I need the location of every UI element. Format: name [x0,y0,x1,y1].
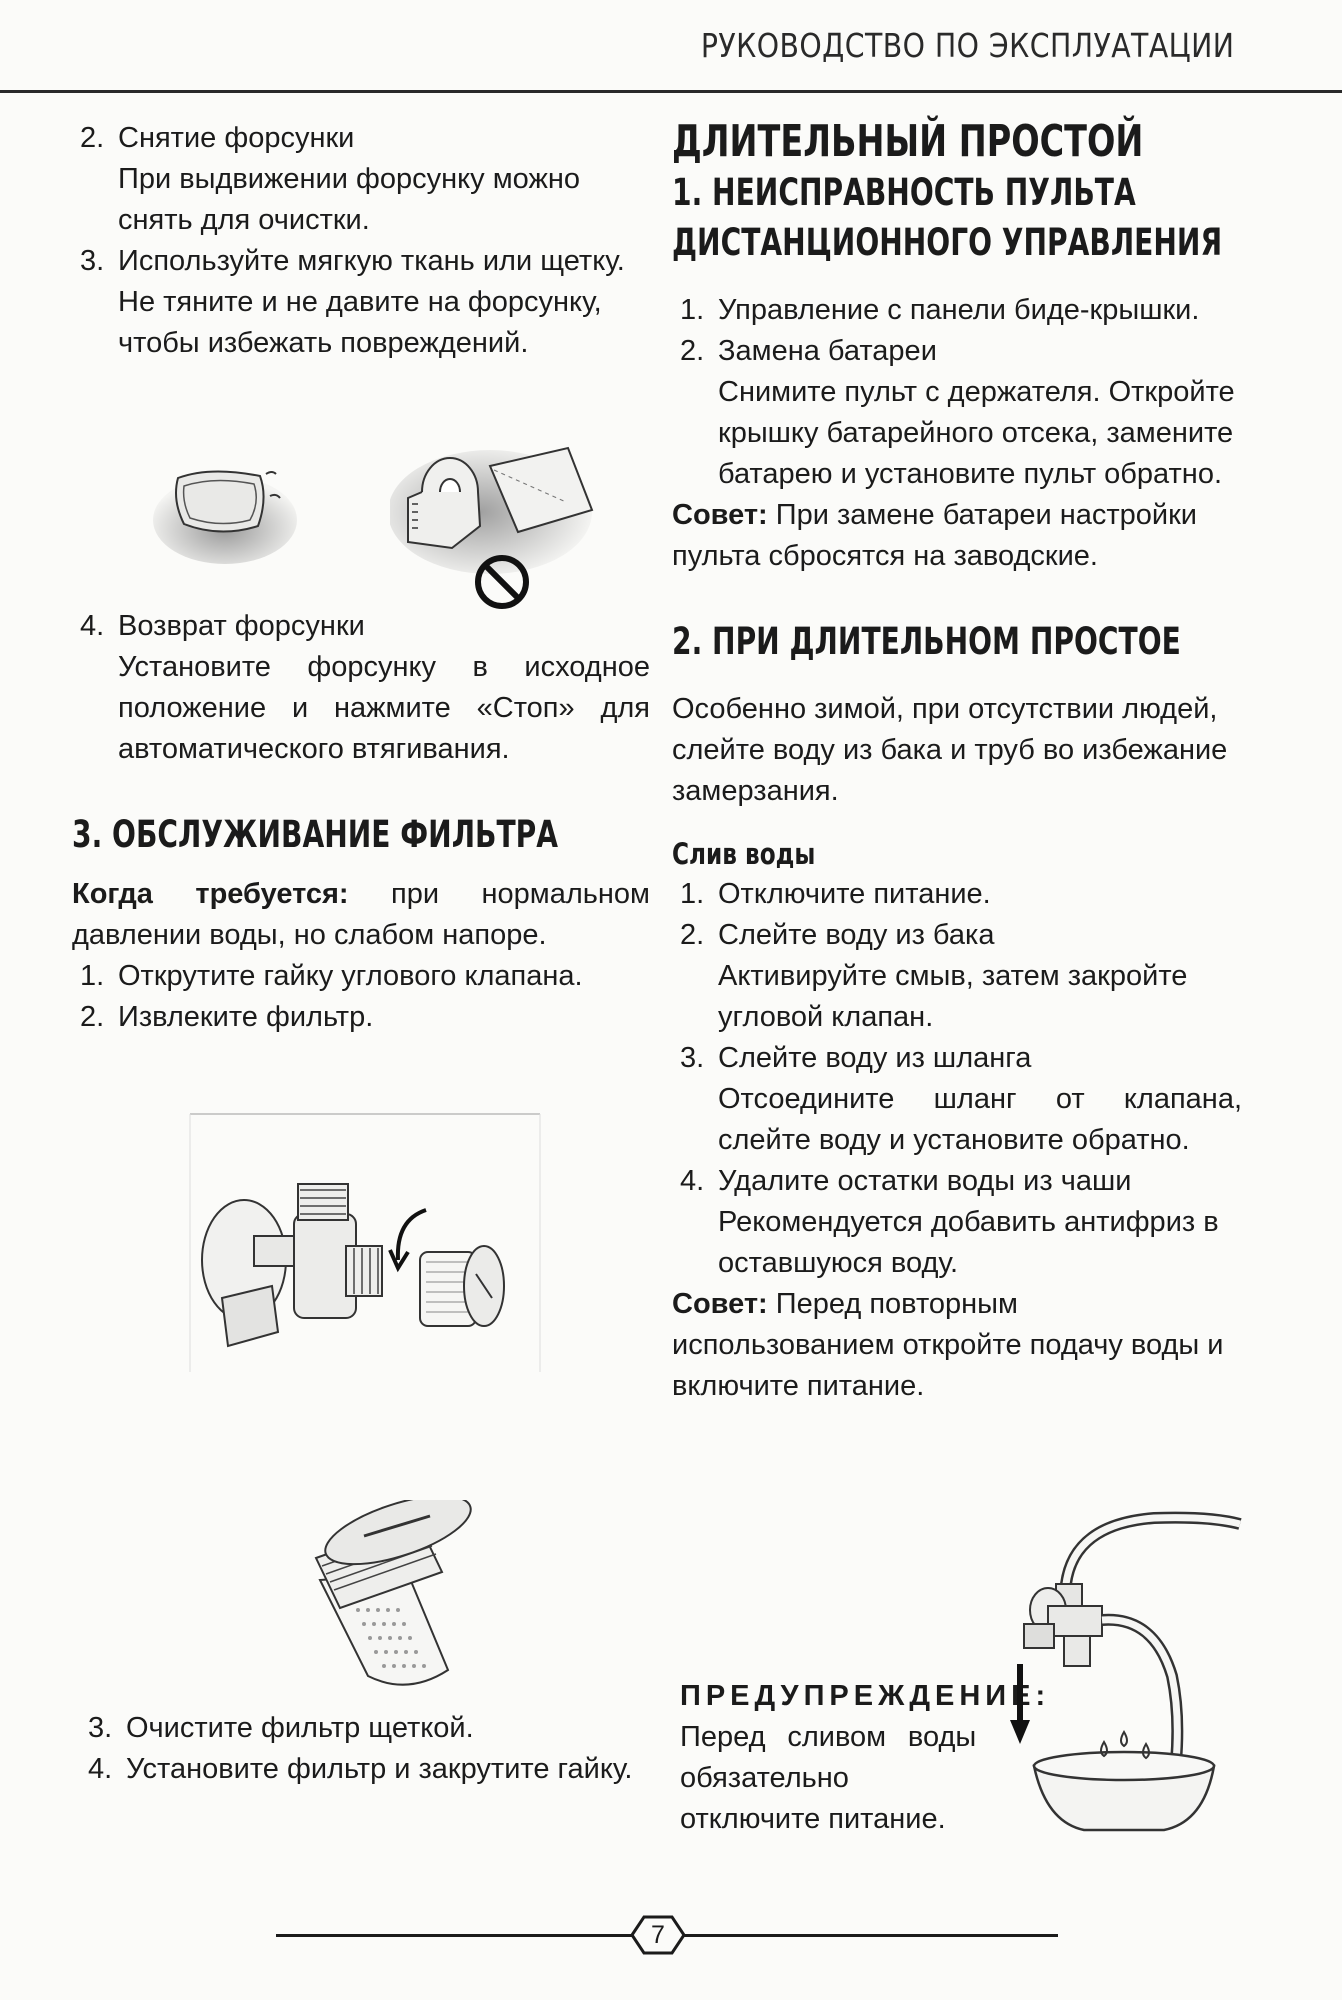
list-item-soft-cloth: 3. Используйте мягкую ткань или щетку. Не тяните и не давите на форсунку, чтобы избежать повреждений. [80,245,625,359]
filter-when-required: Когда требуется: при нормальном давлении воды, но слабом напоре. [72,878,650,951]
warning-text: ПРЕДУПРЕЖДЕНИЕ: Перед сливом воды обязательно отключите питание. [680,1680,1051,1835]
footer-rule-right [684,1934,1058,1937]
remote-fault-heading-line-2: ДИСТАНЦИОННОГО УПРАВЛЕНИЯ [672,221,1223,264]
list-item-remote-step-2: 2. Замена батареи Снимите пульт с держателя. Откройте крышку батарейного отсека, замените батарею и установите пульт обратно. [680,335,1235,490]
footer-rule-left [276,1934,632,1937]
list-item-nozzle-return: 4. Возврат форсунки Установите форсунку в исходное положение и нажмите «Стоп» для автоматического втягивания. [80,610,650,765]
list-item-filter-step-3: 3. Очистите фильтр щеткой. [88,1712,474,1744]
drain-tip: Совет: Перед повторным использованием откройте подачу воды и включите питание. [672,1288,1224,1402]
right-column [672,116,1242,1407]
list-item-nozzle-removal: 2. Снятие форсунки При выдвижении форсунку можно снять для очистки. [80,122,580,236]
soft-cloth-icon [150,448,300,568]
list-item-drain-step-2: 2. Слейте воду из бака Активируйте смыв, затем закройте угловой клапан. [680,919,1188,1033]
warning-block [680,1676,1051,1840]
paper-towel-prohibited-icon [390,440,610,616]
remote-tip: Совет: При замене батареи настройки пульта сбросятся на заводские. [672,499,1197,572]
drain-water-heading: Слив воды [672,837,816,871]
list-item-filter-step-1: 1. Открутите гайку углового клапана. [80,960,583,992]
long-idle-heading: ДЛИТЕЛЬНЫЙ ПРОСТОЙ [672,116,1144,167]
page-number: 7 [651,1920,665,1949]
list-item-drain-step-1: 1. Отключите питание. [680,878,991,910]
idle-section-heading: 2. ПРИ ДЛИТЕЛЬНОМ ПРОСТОЕ [672,620,1181,663]
drain-basin-icon [1004,1500,1250,1840]
filter-steps-lower [80,1708,650,1790]
list-item-filter-step-2: 2. Извлеките фильтр. [80,1001,374,1033]
angle-valve-filter-icon [186,1110,544,1380]
list-item-drain-step-3: 3. Слейте воду из шланга Отсоедините шланг от клапана, слейте воду и установите обратно. [680,1042,1242,1156]
list-item-remote-step-1: 1. Управление с панели биде-крышки. [680,294,1200,326]
header-rule [0,90,1342,93]
list-item-drain-step-4: 4. Удалите остатки воды из чаши Рекомендуется добавить антифриз в оставшуюся воду. [680,1165,1219,1279]
list-item-filter-step-4: 4. Установите фильтр и закрутите гайку. [88,1753,633,1785]
remote-fault-heading-line-1: 1. НЕИСПРАВНОСТЬ ПУЛЬТА [672,171,1136,214]
filter-element-icon [298,1500,498,1700]
page-header-title: РУКОВОДСТВО ПО ЭКСПЛУАТАЦИИ [700,26,1234,65]
filter-section-heading: 3. ОБСЛУЖИВАНИЕ ФИЛЬТРА [72,813,559,856]
idle-description: Особенно зимой, при отсутствии людей, слейте воду из бака и труб во избежание замерзания. [672,693,1228,807]
